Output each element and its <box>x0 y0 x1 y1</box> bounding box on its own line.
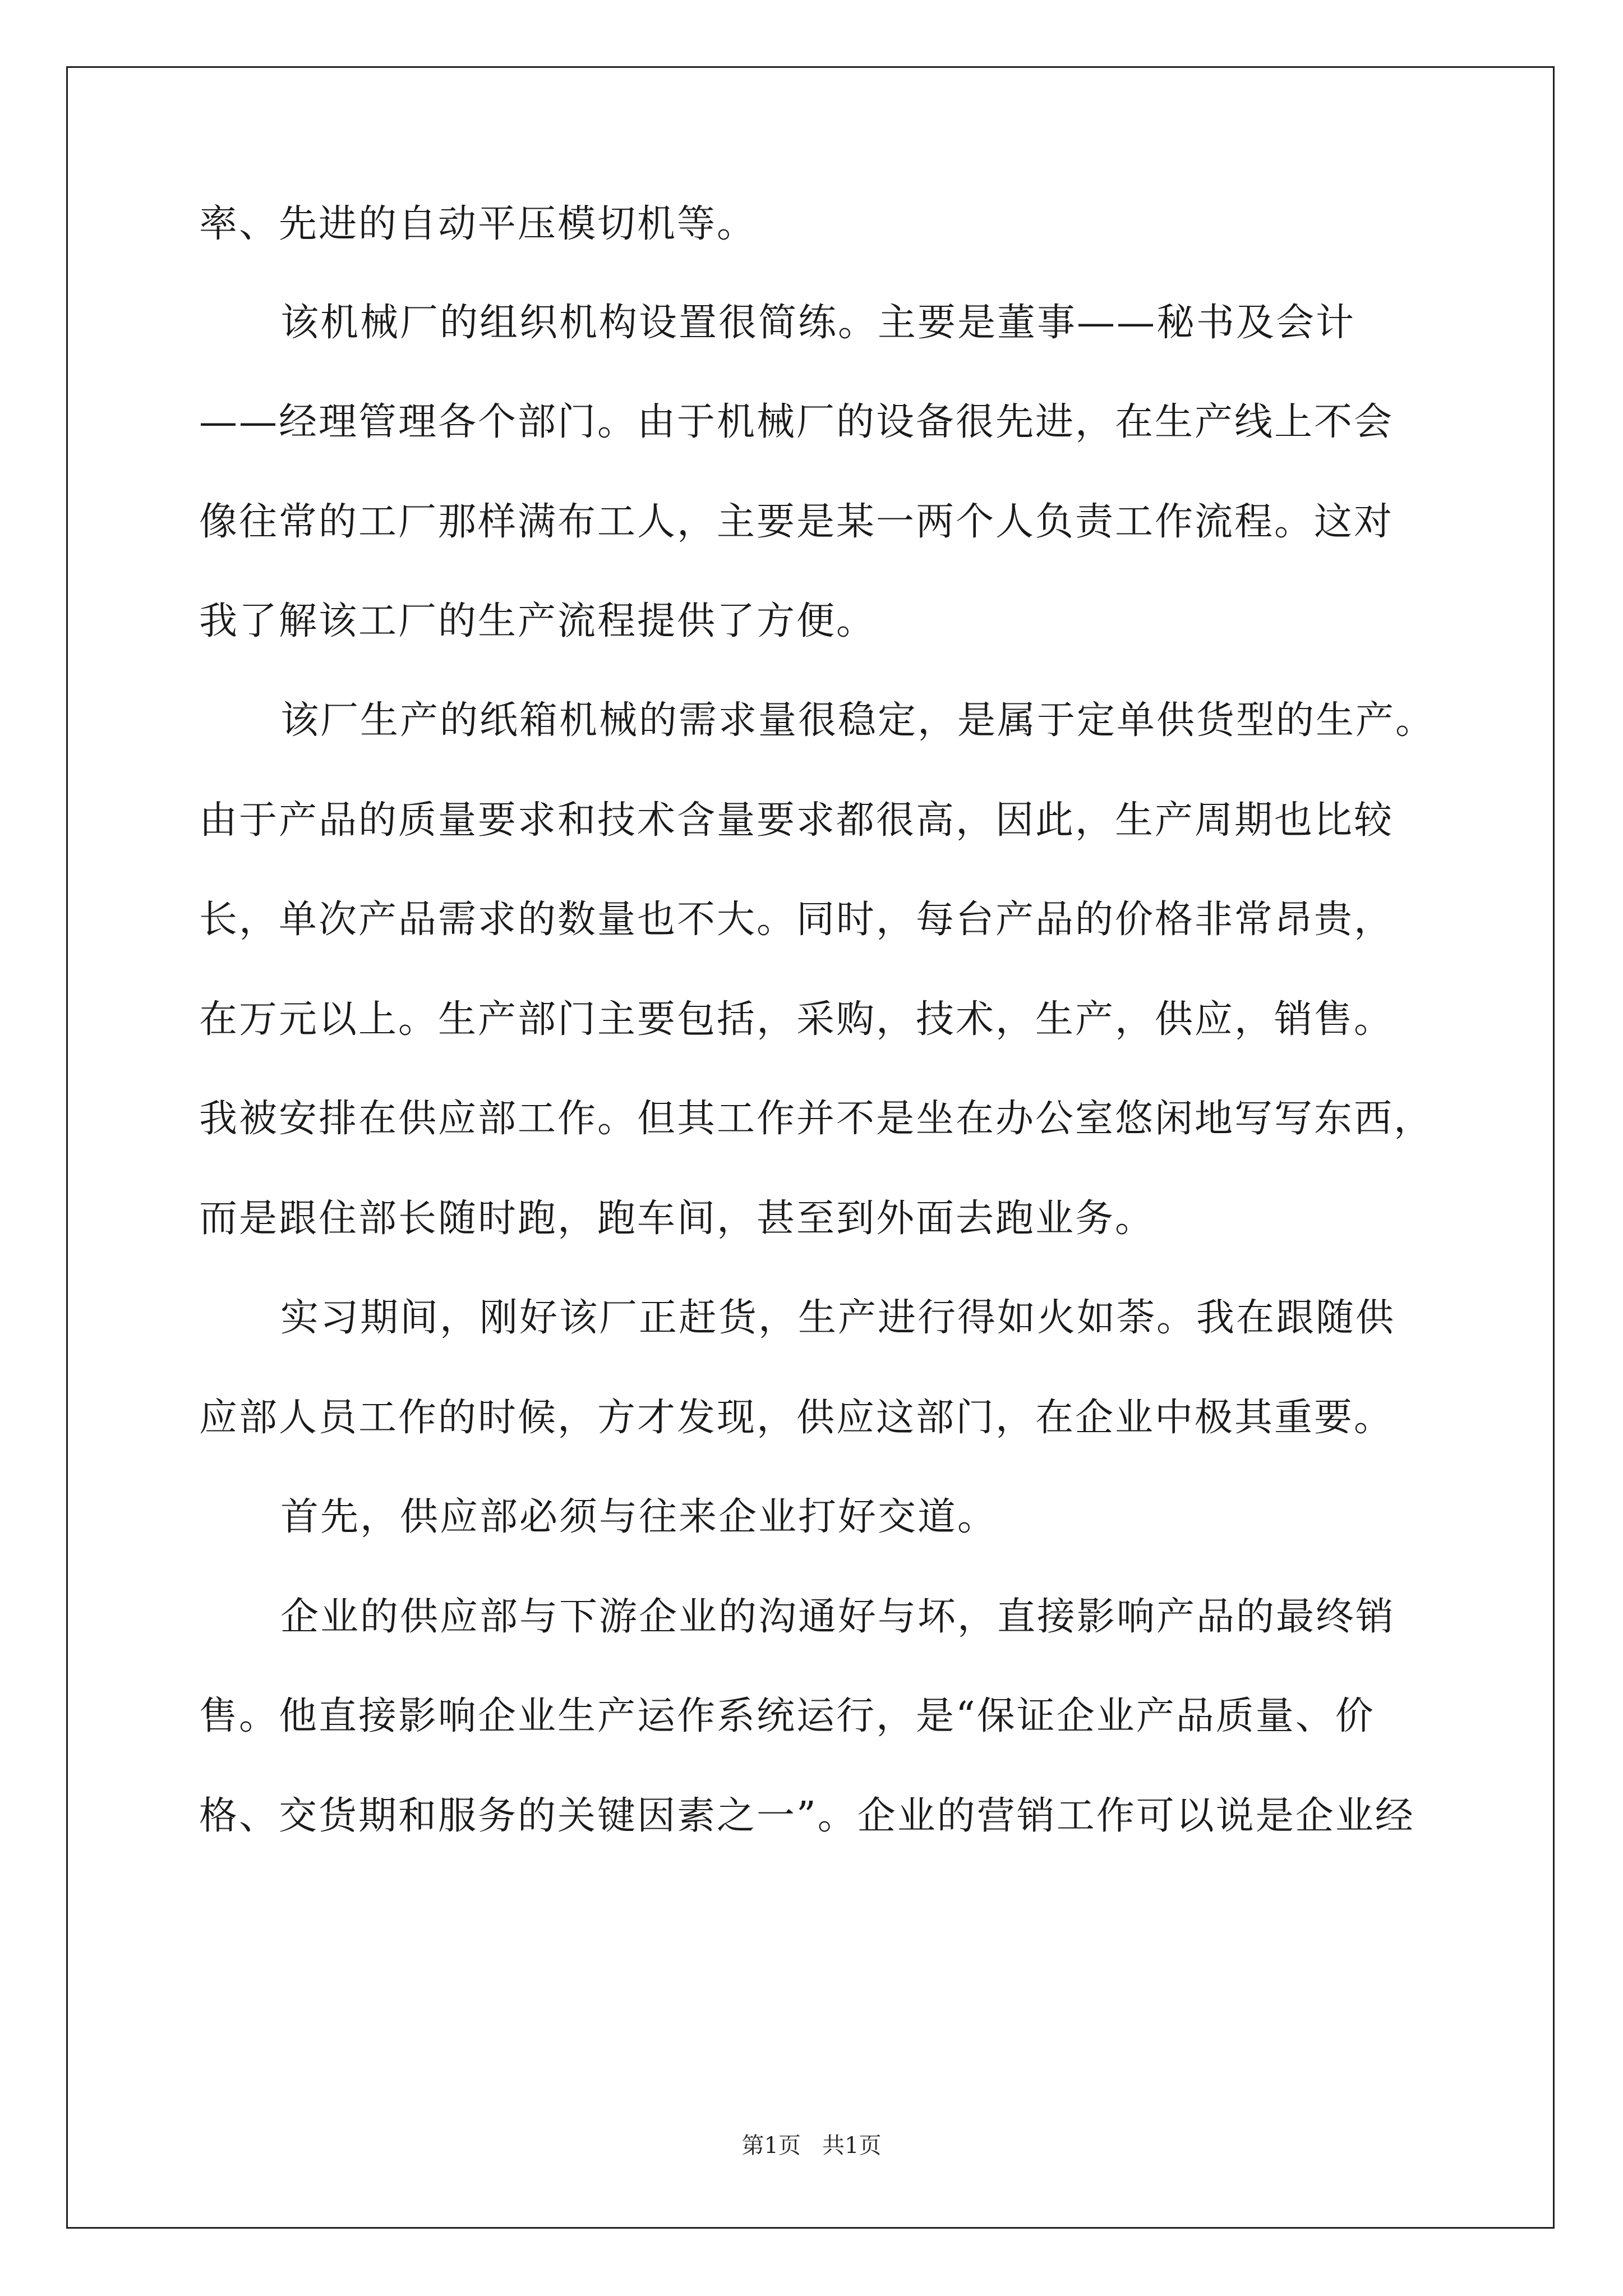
paragraph-start-line: 该机械厂的组织机构设置很简练。主要是董事——秘书及会计 <box>280 301 1356 345</box>
text-line: ——经理管理各个部门。由于机械厂的设备很先进，在生产线上不会 <box>199 400 1394 444</box>
text-line: 而是跟住部长随时跑，跑车间，甚至到外面去跑业务。 <box>199 1197 1155 1241</box>
text-line: 由于产品的质量要求和技术含量要求都很高，因此，生产周期也比较 <box>199 798 1394 843</box>
page-border <box>66 66 1555 2229</box>
text-line: 我被安排在供应部工作。但其工作并不是坐在办公室悠闲地写写东西， <box>199 1097 1434 1141</box>
paragraph-start-line: 实习期间，刚好该厂正赶货，生产进行得如火如荼。我在跟随供 <box>280 1296 1396 1340</box>
text-line: 我了解该工厂的生产流程提供了方便。 <box>199 599 877 643</box>
text-line: 格、交货期和服务的关键因素之一”。企业的营销工作可以说是企业经 <box>199 1794 1415 1838</box>
text-line: 在万元以上。生产部门主要包括，采购，技术，生产，供应，销售。 <box>199 997 1394 1042</box>
paragraph-start-line: 首先，供应部必须与往来企业打好交道。 <box>280 1495 998 1539</box>
text-line: 率、先进的自动平压模切机等。 <box>199 202 757 246</box>
paragraph-start-line: 该厂生产的纸箱机械的需求量很稳定，是属于定单供货型的生产。 <box>280 698 1436 743</box>
text-line: 售。他直接影响企业生产运作系统运行，是“保证企业产品质量、价 <box>199 1694 1375 1738</box>
text-line: 长，单次产品需求的数量也不大。同时，每台产品的价格非常昂贵， <box>199 898 1394 942</box>
paragraph-start-line: 企业的供应部与下游企业的沟通好与坏，直接影响产品的最终销 <box>280 1595 1396 1639</box>
text-line: 像往常的工厂那样满布工人，主要是某一两个人负责工作流程。这对 <box>199 500 1394 544</box>
text-line: 应部人员工作的时候，方才发现，供应这部门，在企业中极其重要。 <box>199 1396 1394 1440</box>
page-number-footer: 第1页 共1页 <box>741 2133 882 2159</box>
